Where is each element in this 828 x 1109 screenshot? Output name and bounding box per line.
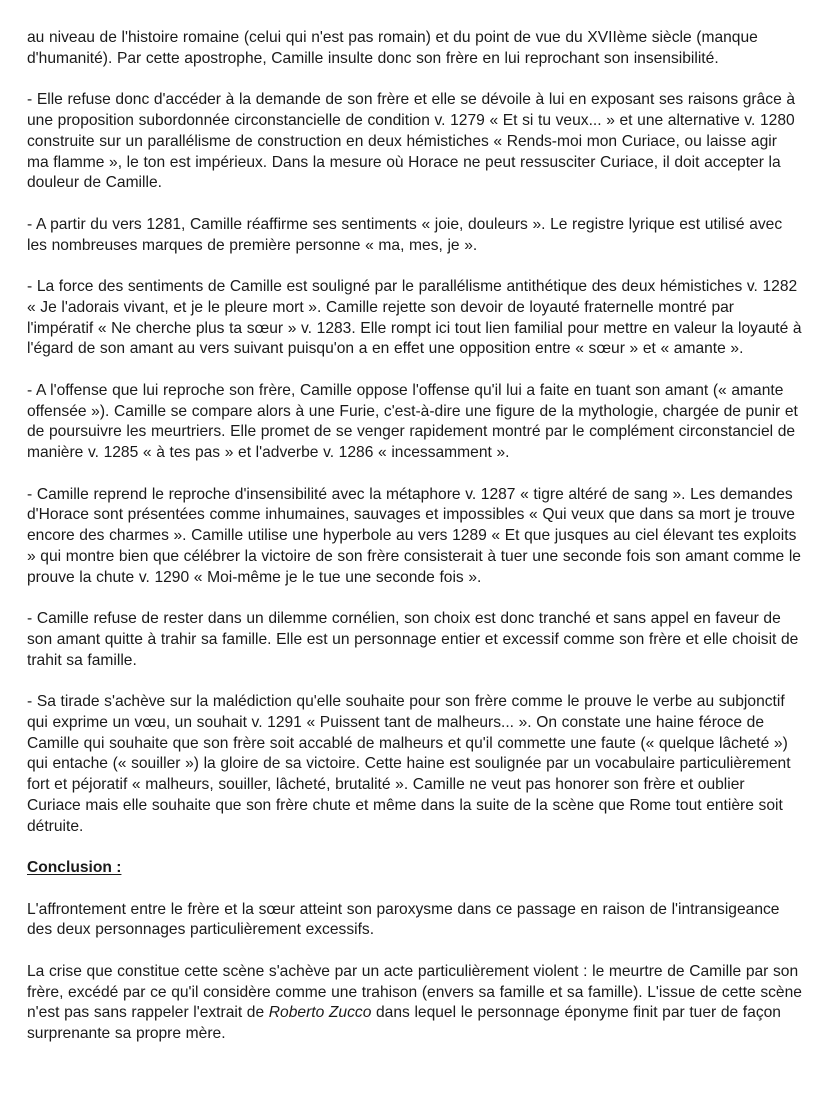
paragraph-offense: - A l'offense que lui reproche son frère, Camille oppose l'offense qu'il lui a faite en tuant son amant (« amante offensée »). Camille se compare alors à une Furie, c'est-à-dire une figure de la mythologie, chargée de punir et de poursuivre les meurtriers. Elle promet de se venger rapidement montré par le complément circonstanciel de manière v. 1285 « à tes pas » et l'adverbe v. 1286 « incessamment ». xyxy=(27,381,798,462)
paragraph-insensibilite: - Camille reprend le reproche d'insensibilité avec la métaphore v. 1287 « tigre altéré de sang ». Les demandes d'Horace sont présentées comme inhumaines, sauvages et impossibles « Qui veux que dans sa mort je trouve encore des charmes ». Camille utilise une hyperbole au vers 1289 « Et que jusques au ciel élevant tes exploits » qui montre bien que célébrer la victoire de son frère consisterait à tuer une seconde fois son amant comme le prouve la chute v. 1290 « Moi-même je le tue une seconde fois ». xyxy=(27,485,801,586)
conclusion-text-after-title: dans lequel le personnage éponyme finit par tuer de façon surprenante sa propre mère. xyxy=(27,1004,781,1043)
paragraph-lyrique: - A partir du vers 1281, Camille réaffirme ses sentiments « joie, douleurs ». Le registre lyrique est utilisé avec les nombreuses marques de première personne « ma, mes, je ». xyxy=(27,215,783,254)
paragraph-intro: au niveau de l'histoire romaine (celui qui n'est pas romain) et du point de vue du XVIIème siècle (manque d'humanité). Par cette apostrophe, Camille insulte donc son frère en lui reprochant son insensibilité. xyxy=(27,29,758,67)
conclusion-paragraph-1: L'affrontement entre le frère et la sœur atteint son paroxysme dans ce passage en raison de l'intransigeance des deux personnages particulièrement excessifs. xyxy=(27,900,780,939)
conclusion-text-before-title: La crise que constitue cette scène s'achève par un acte particulièrement violent : le meurtre de Camille par son frère, excédé par ce qu'il considère comme une trahison (envers sa famille et sa famille). L'issue de cette scène n'est pas sans rappeler l'extrait de xyxy=(27,962,802,1022)
paragraph-malediction: - Sa tirade s'achève sur la malédiction qu'elle souhaite pour son frère comme le prouve le verbe au subjonctif qui exprime un vœu, un souhait v. 1291 « Puissent tant de malheurs... ». On constate une haine féroce de Camille qui souhaite que son frère soit accablé de malheurs et qu'il commette une faute (« quelque lâcheté ») qui entache (« souiller ») la gloire de sa victoire. Cette haine est soulignée par un vocabulaire particulièrement fort et péjoratif « malheurs, souiller, lâcheté, brutalité ». Camille ne veut pas honorer son frère et oublier Curiace mais elle souhaite que son frère chute et même dans la suite de la scène que Rome tout entière soit détruite. xyxy=(27,693,791,835)
paragraph-dilemme: - Camille refuse de rester dans un dilemme cornélien, son choix est donc tranché et sans appel en faveur de son amant quitte à trahir sa famille. Elle est un personnage entier et excessif comme son frère et elle choisit de trahit sa famille. xyxy=(27,610,799,669)
conclusion-paragraph-2 xyxy=(27,962,802,1045)
work-title: Roberto Zucco xyxy=(268,1004,372,1022)
paragraph-refus: - Elle refuse donc d'accéder à la demande de son frère et elle se dévoile à lui en exposant ses raisons grâce à une proposition subordonnée circonstancielle de condition v. 1279 « Et si tu veux... » et une alternative v. 1280 construite sur un parallélisme de construction en deux hémistiches « Rends-moi mon Curiace, ou laisse agir ma flamme », le ton est impérieux. Dans la mesure où Horace ne peut ressusciter Curiace, il doit accepter la douleur de Camille. xyxy=(27,91,796,192)
paragraph-sentiments: - La force des sentiments de Camille est souligné par le parallélisme antithétique des deux hémistiches v. 1282 « Je l'adorais vivant, et je le pleure mort ». Camille rejette son devoir de loyauté fraternelle montré par l'impératif « Ne cherche plus ta sœur » v. 1283. Elle rompt ici tout lien familial pour mettre en valeur la loyauté à l'égard de son amant au vers suivant puisqu'on a en effet une opposition entre « sœur » et « amante ». xyxy=(27,277,802,358)
conclusion-heading: Conclusion : xyxy=(27,859,122,877)
